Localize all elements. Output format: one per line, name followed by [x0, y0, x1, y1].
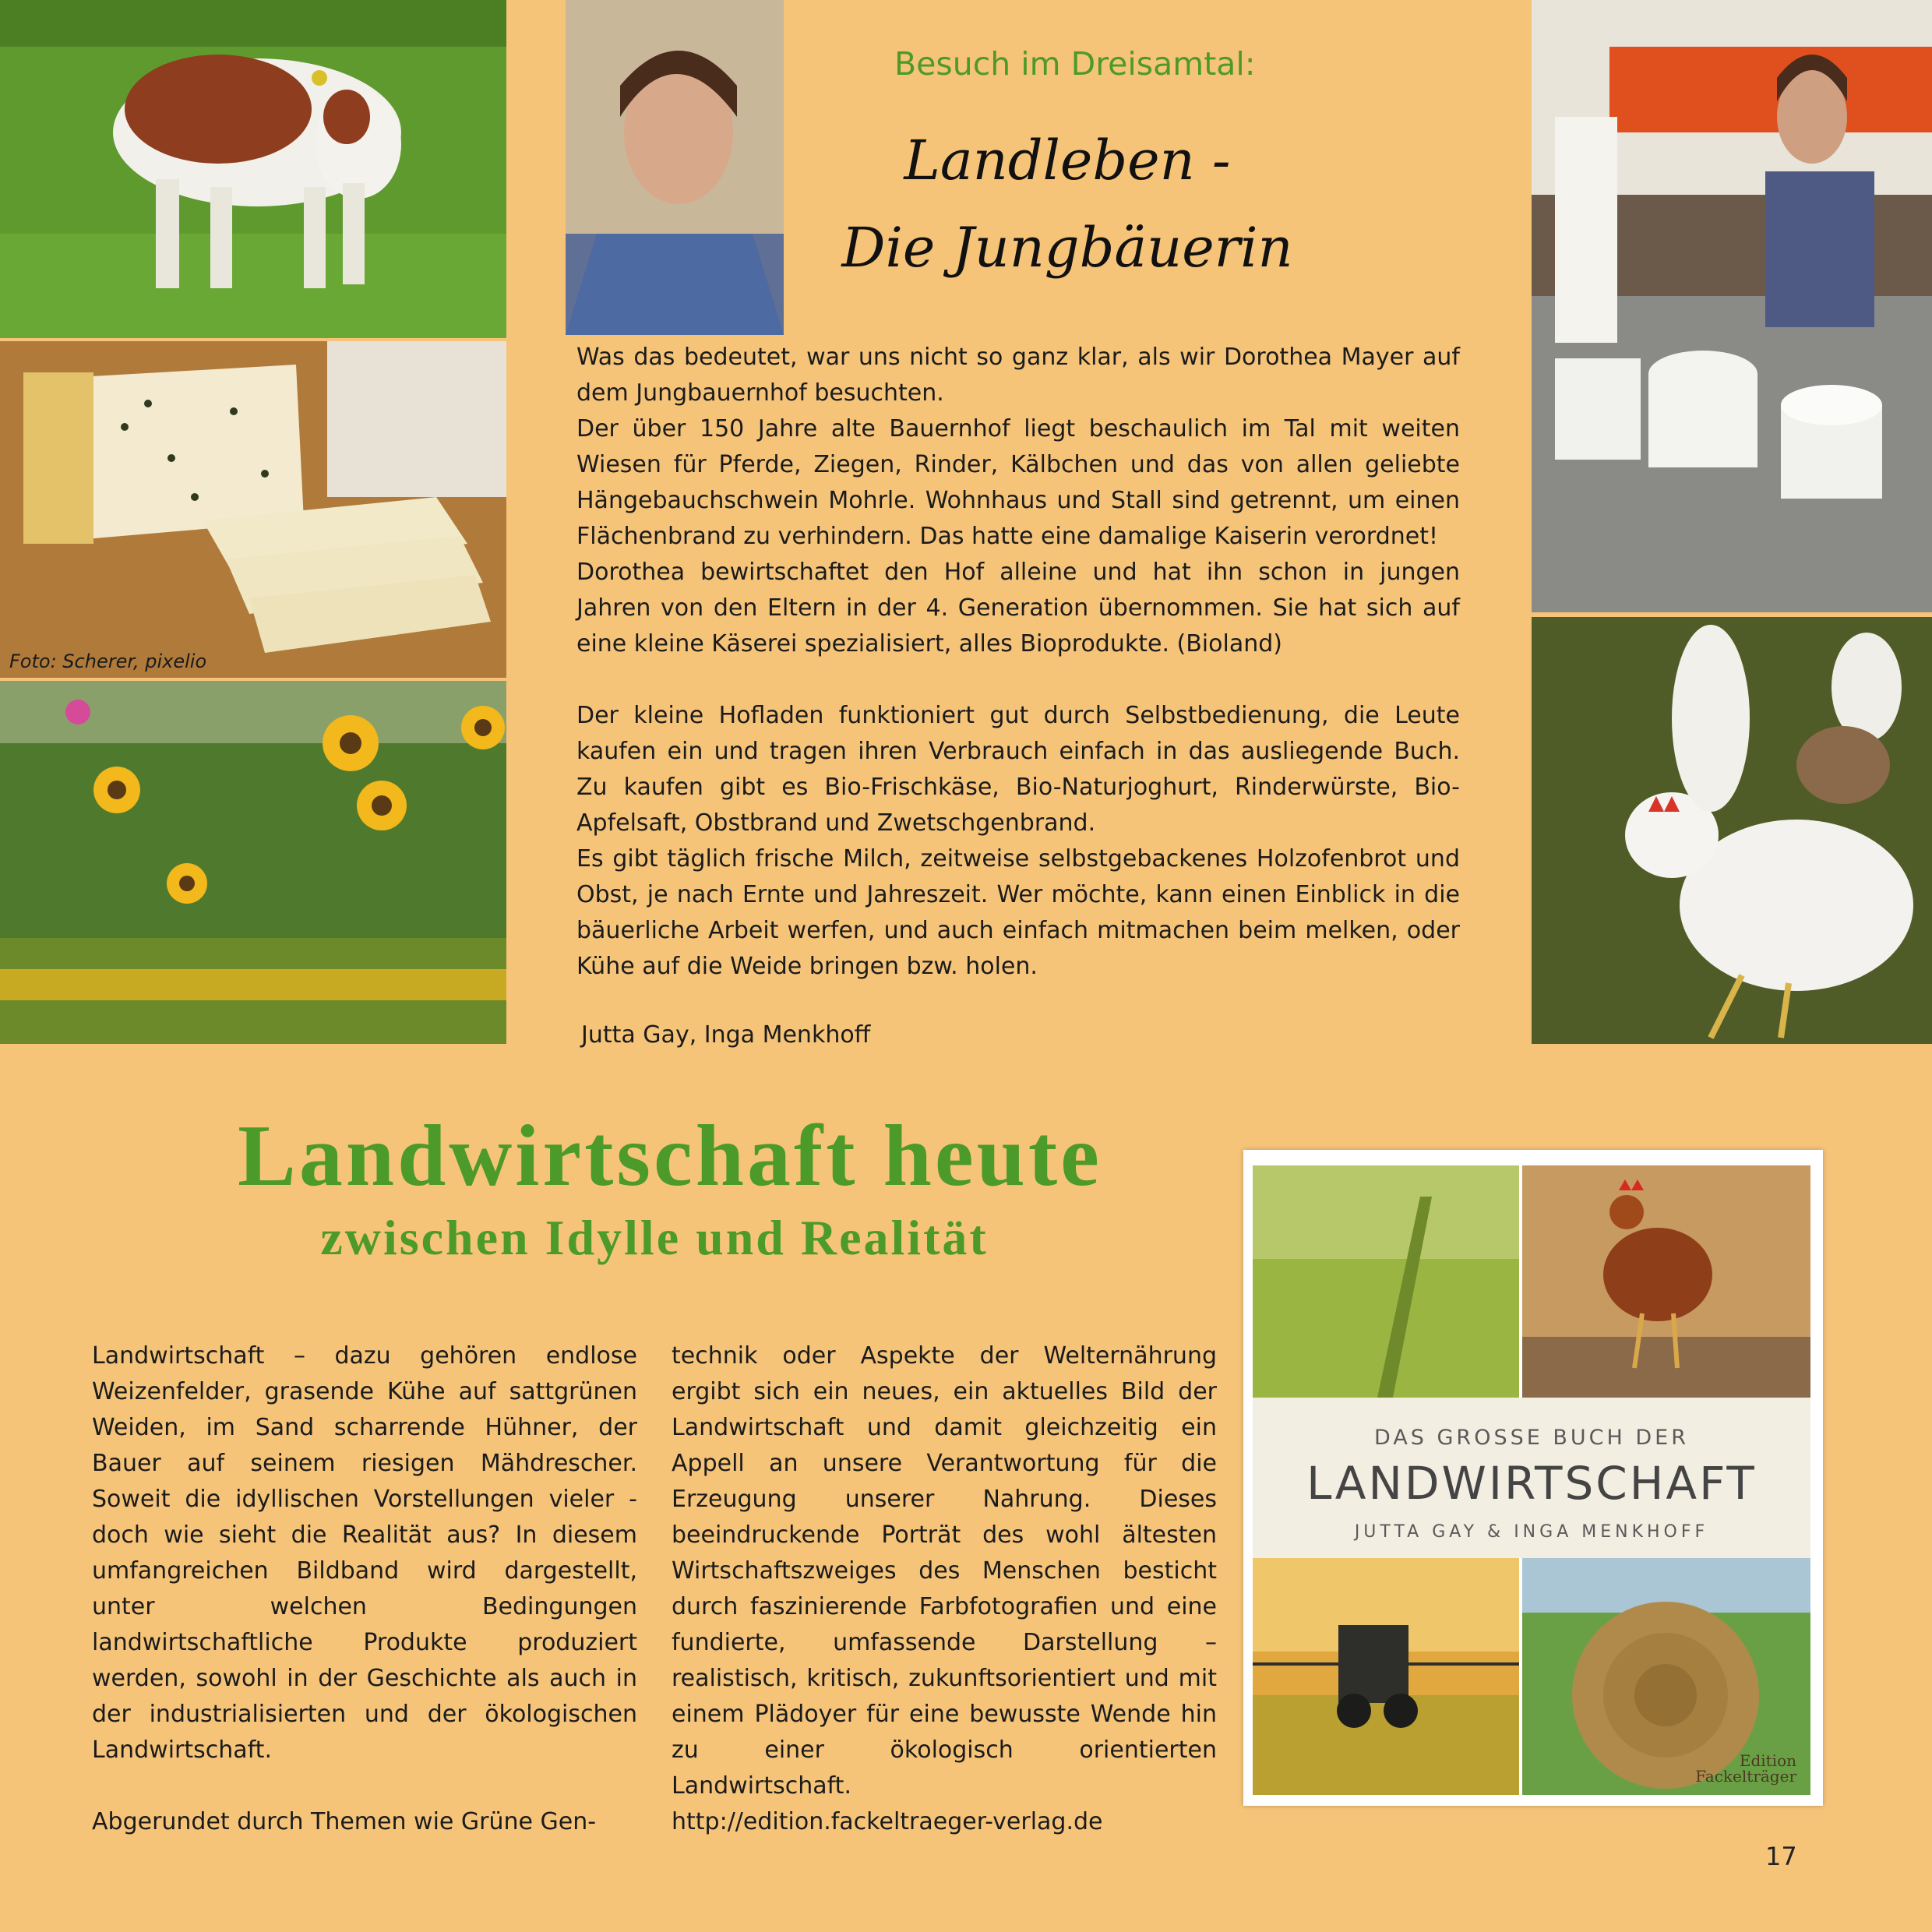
feature-subtitle: zwischen Idylle und Realität [320, 1210, 989, 1265]
page-number: 17 [1765, 1842, 1797, 1871]
farmer-portrait-photo [566, 0, 784, 335]
article-authors: Jutta Gay, Inga Menkhoff [581, 1021, 871, 1049]
cheese-photo [0, 341, 506, 678]
article-paragraph: Was das bedeutet, war uns nicht so ganz klar, als wir Dorothea Mayer auf dem Jungbauernhof besuchten. [576, 344, 1460, 407]
intro-title [779, 117, 1356, 291]
chickens-photo [1532, 617, 1932, 1044]
feature-column-2 [672, 1338, 1217, 1840]
photo-caption: Foto: Scherer, pixelio [9, 650, 207, 672]
feature-paragraph: Abgerundet durch Themen wie Grüne Gen- [92, 1808, 597, 1835]
publisher-url[interactable]: http://edition.fackeltraeger-verlag.de [672, 1808, 1103, 1835]
intro-kicker: Besuch im Dreisamtal: [894, 45, 1256, 83]
book-title: LANDWIRTSCHAFT [1306, 1457, 1757, 1510]
book-authors: JUTTA GAY & INGA MENKHOFF [1354, 1522, 1709, 1542]
cheese-kitchen-photo [1532, 0, 1932, 612]
feature-paragraph: Landwirtschaft – dazu gehören endlose Weizenfelder, grasende Kühe auf sattgrünen Weiden, im Sand scharrende Hühner, der Bauer auf seinem riesigen Mähdrescher. Soweit die idyllischen Vorstellungen vieler - doch wie sieht die Realität aus? In diesem umfangreichen Bildband wird dargestellt, unter welchen Bedingungen landwirtschaftliche Produkte produziert werden, sowohl in der Geschichte als auch in der industrialisierten und der ökologischen Landwirtschaft. [92, 1342, 637, 1764]
intro-title-line2: Die Jungbäuerin [841, 216, 1293, 280]
article-paragraph: Der kleine Hofladen funktioniert gut durch Selbstbedienung, die Leute kaufen ein und tragen ihren Verbrauch einfach in das ausliegende Buch. Zu kaufen gibt es Bio-Frischkäse, Bio-Naturjoghurt, Rinderwürste, Bio-Apfelsaft, Obstbrand und Zwetschgenbrand. [576, 702, 1460, 837]
book-supertitle: DAS GROSSE BUCH DER [1374, 1426, 1689, 1450]
publisher-logo: Edition Fackelträger [1695, 1751, 1796, 1786]
article-paragraph: Es gibt täglich frische Milch, zeitweise selbstgebackenes Holzofenbrot und Obst, je nach Ernte und Jahreszeit. Wer möchte, kann einen Einblick in die bäuerliche Arbeit werfen, und auch einfach mitmachen beim melken, oder Kühe auf die Weide bringen bzw. holen. [576, 845, 1460, 980]
book-title-band [1253, 1398, 1810, 1558]
article-paragraph: Der über 150 Jahre alte Bauernhof liegt beschaulich im Tal mit weiten Wiesen für Pferde, Ziegen, Rinder, Kälbchen und das von allen geliebte Hängebauchschwein Mohrle. Wohnhaus und Stall sind getrennt, um einen Flächenbrand zu verhindern. Das hatte eine damalige Kaiserin verordnet! [576, 415, 1460, 550]
cow-photo [0, 0, 506, 338]
feature-column-1 [92, 1338, 637, 1840]
intro-title-line1: Landleben - [904, 129, 1231, 192]
sunflowers-photo [0, 681, 506, 1044]
article-body [576, 340, 1460, 985]
feature-paragraph: technik oder Aspekte der Welternährung ergibt sich ein neues, ein aktuelles Bild der Landwirtschaft und damit gleichzeitig ein Appell an unsere Verantwortung für die Erzeugung unserer Nahrung. Dieses beeindruckende Porträt des wohl ältesten Wirtschaftszweiges des Menschen besticht durch faszinierende Farbfotografien und eine fundierte, umfassende Darstellung – realistisch, kritisch, zukunftsorientiert und mit einem Plädoyer für eine bewusste Wende hin zu einer ökologisch orientierten Landwirtschaft. [672, 1342, 1217, 1800]
feature-title: Landwirtschaft heute [238, 1108, 1102, 1204]
book-cover [1243, 1150, 1823, 1806]
article-paragraph: Dorothea bewirtschaftet den Hof alleine und hat ihn schon in jungen Jahren von den Eltern in der 4. Generation übernommen. Sie hat sich auf eine kleine Käserei spezialisiert, alles Bioprodukte. (Bioland) [576, 559, 1460, 658]
